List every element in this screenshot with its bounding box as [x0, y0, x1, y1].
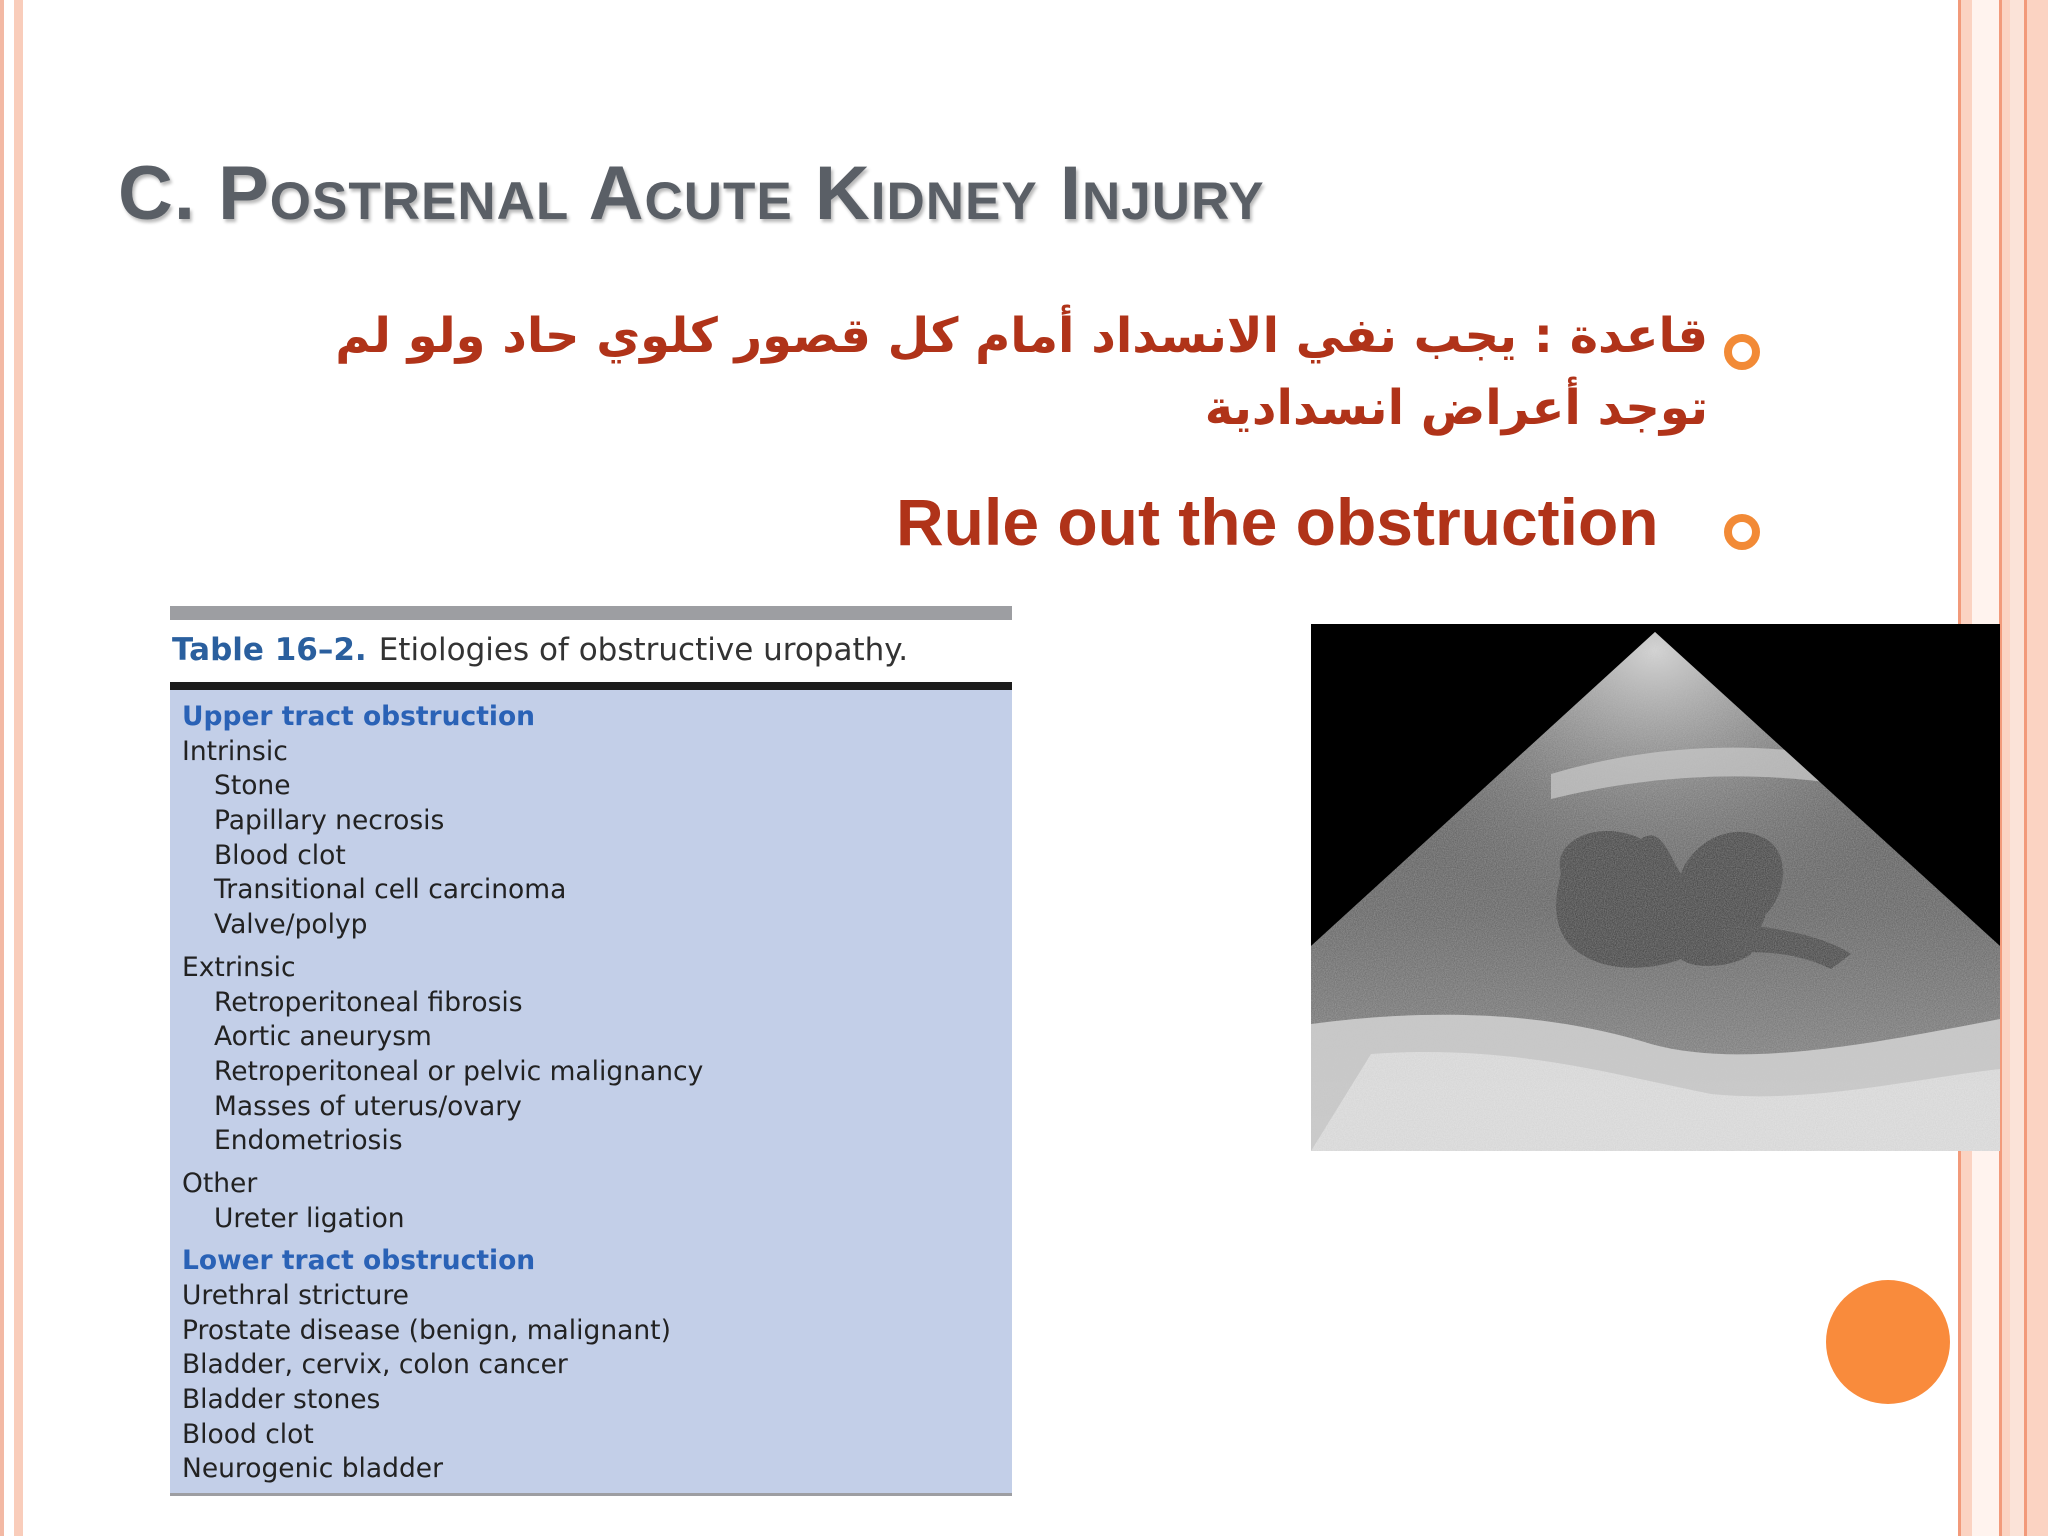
slide-title: C. Postrenal Acute Kidney Injury [118, 151, 1265, 236]
table-row-heading: Upper tract obstruction [182, 701, 536, 732]
bullet-arabic-rule: قاعدة : يجب نفي الانسداد أمام كل قصور كلوي حاد ولو لم توجد أعراض انسدادية [335, 308, 1708, 436]
table-row: Transitional cell carcinoma [214, 874, 567, 906]
table-row: Intrinsic [182, 735, 288, 767]
table-row: Prostate disease (benign, malignant) [182, 1314, 671, 1346]
left-border-stripe-inner [14, 0, 23, 1536]
table-row: Ureter ligation [214, 1202, 405, 1234]
table-row: Papillary necrosis [214, 805, 445, 837]
table-row: Blood clot [214, 839, 346, 871]
table-row: Urethral stricture [182, 1280, 409, 1311]
ring-bullet-icon [1724, 514, 1760, 550]
table-row: Other [182, 1167, 258, 1199]
right-border-strip [2010, 0, 2024, 1536]
left-border-stripe [0, 0, 4, 1536]
table-row: Neurogenic bladder [182, 1453, 443, 1485]
table-row: Valve/polyp [214, 909, 368, 941]
table-caption [170, 620, 1012, 682]
table-top-rule [170, 606, 1012, 620]
table-row: Masses of uterus/ovary [214, 1090, 522, 1122]
table-row: Bladder stones [182, 1384, 381, 1416]
table-row: Extrinsic [182, 951, 296, 983]
table-body [170, 690, 1012, 1496]
table-row: Retroperitoneal fibrosis [214, 986, 523, 1018]
table-caption-text: Etiologies of obstructive uropathy. [378, 632, 909, 668]
table-row: Endometriosis [214, 1125, 403, 1157]
table-row: Bladder, cervix, colon cancer [182, 1349, 568, 1381]
table-row: Stone [214, 770, 291, 802]
accent-circle [1826, 1280, 1950, 1404]
right-border-line [2024, 0, 2027, 1536]
ring-bullet-icon [1724, 334, 1760, 370]
table-row: Retroperitoneal or pelvic malignancy [214, 1055, 704, 1087]
bullet-rule-out: Rule out the obstruction [896, 485, 1659, 559]
renal-ultrasound-image [1311, 624, 2000, 1151]
table-row-heading: Lower tract obstruction [182, 1245, 536, 1277]
etiology-table [170, 606, 1012, 1496]
table-header-rule [170, 682, 1012, 690]
table-row: Blood clot [182, 1418, 314, 1450]
table-number: Table 16–2. [172, 632, 367, 668]
table-row: Aortic aneurysm [214, 1021, 432, 1053]
